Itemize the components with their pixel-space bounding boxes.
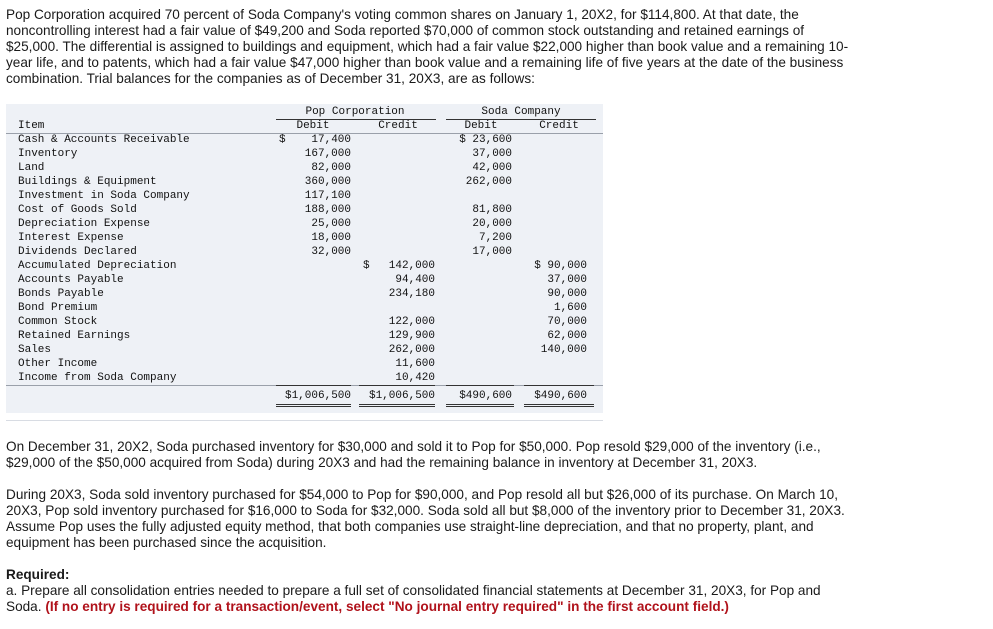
required-instruction: (If no entry is required for a transaction/event, select "No journal entry required" in the first account field.) bbox=[45, 599, 729, 614]
row-soda-debit: 262,000 bbox=[465, 176, 512, 188]
row-soda-credit: 140,000 bbox=[540, 344, 587, 356]
row-item: Common Stock bbox=[18, 316, 98, 328]
row-pop-debit: 360,000 bbox=[304, 176, 351, 188]
row-pop-credit: 129,900 bbox=[388, 330, 435, 342]
soda-credit-header: Credit bbox=[539, 120, 579, 132]
row-soda-credit: 70,000 bbox=[547, 316, 587, 328]
row-soda-credit: 90,000 bbox=[547, 288, 587, 300]
row-pop-credit: 94,400 bbox=[395, 274, 435, 286]
trial-balance-table bbox=[6, 104, 603, 413]
pop-debit-total: $1,006,500 bbox=[284, 390, 351, 402]
row-item: Income from Soda Company bbox=[18, 372, 177, 384]
row-soda-debit: 42,000 bbox=[472, 162, 512, 174]
row-item: Investment in Soda Company bbox=[18, 190, 190, 202]
row-pop-credit: 122,000 bbox=[388, 316, 435, 328]
row-pop-debit: 188,000 bbox=[304, 204, 351, 216]
row-soda-debit: 7,200 bbox=[478, 232, 512, 244]
intercompany-inventory-20x3-paragraph: During 20X3, Soda sold inventory purchased for $54,000 to Pop for $90,000, and Pop resold all but $26,000 of its purchase. On March 10, 20X3, Pop sold inventory purchased for $16,000 to Soda for $32,000. Soda sold all but $8,000 of the inventory prior to December 31, 20X3. Assume Pop uses the fully adjusted equity method, that both companies use straight-line depreciation, and that no property, plant, and equipment has been purchased since the acquisition. bbox=[6, 487, 845, 550]
row-soda-debit: 37,000 bbox=[472, 148, 512, 160]
row-pop-debit: 167,000 bbox=[304, 148, 351, 160]
pop-header: Pop Corporation bbox=[305, 106, 405, 118]
row-soda-credit: 37,000 bbox=[547, 274, 587, 286]
row-item: Retained Earnings bbox=[18, 330, 131, 342]
row-item: Land bbox=[18, 162, 45, 174]
row-soda-credit: 1,600 bbox=[553, 302, 587, 314]
row-pop-credit: 10,420 bbox=[395, 372, 435, 384]
pop-credit-header: Credit bbox=[378, 120, 418, 132]
row-soda-credit: 62,000 bbox=[547, 330, 587, 342]
row-pop-credit: 142,000 bbox=[388, 260, 435, 272]
row-item: Cost of Goods Sold bbox=[18, 204, 137, 216]
row-pop-credit: 234,180 bbox=[388, 288, 435, 300]
intercompany-inventory-20x2-paragraph: On December 31, 20X2, Soda purchased inventory for $30,000 and sold it to Pop for $50,000. Pop resold $29,000 of the inventory (i.e., $29,000 of the $50,000 acquired from Soda) during 20X3 and had the remaining balance in inventory at December 31, 20X3. bbox=[6, 439, 821, 470]
row-pop-debit: 18,000 bbox=[311, 232, 351, 244]
row-soda-debit: 81,800 bbox=[472, 204, 512, 216]
soda-debit-header: Debit bbox=[464, 120, 498, 132]
row-pop-credit: 11,600 bbox=[395, 358, 435, 370]
soda-header: Soda Company bbox=[481, 106, 561, 118]
intro-paragraph: Pop Corporation acquired 70 percent of Soda Company's voting common shares on January 1, 20X2, for $114,800. At that date, the noncontrolling interest had a fair value of $49,200 and Soda reported $70,000 of common stock outstanding and retained earnings of $25,000. The differential is assigned to buildings and equipment, which had a fair value $22,000 higher than book value and a remaining 10-year life, and to patents, which had a fair value $47,000 higher than book value and a remaining life of five years at the date of the business combination. Trial balances for the companies as of December 31, 20X3, are as follows: bbox=[6, 7, 849, 86]
row-pop-credit: 262,000 bbox=[388, 344, 435, 356]
item-column-header: Item bbox=[18, 120, 45, 132]
table-bottom-strip bbox=[6, 413, 603, 421]
row-item: Depreciation Expense bbox=[18, 218, 151, 230]
row-pop-debit: 32,000 bbox=[311, 246, 351, 258]
row-item: Accumulated Depreciation bbox=[18, 260, 177, 272]
row-item: Bond Premium bbox=[18, 302, 98, 314]
row-item: Cash & Accounts Receivable bbox=[18, 134, 190, 146]
row-pop-debit: 17,400 bbox=[311, 134, 351, 146]
row-item: Other Income bbox=[18, 358, 98, 370]
row-soda-debit: 20,000 bbox=[472, 218, 512, 230]
required-text: a. Prepare all consolidation entries needed to prepare a full set of consolidated financial statements at December 31, 20X3, for Pop and Soda. bbox=[6, 583, 821, 614]
row-soda-credit: $ 90,000 bbox=[534, 260, 587, 272]
row-item: Sales bbox=[18, 344, 52, 356]
pop-credit-total: $1,006,500 bbox=[368, 390, 435, 402]
row-item: Interest Expense bbox=[18, 232, 124, 244]
row-item: Bonds Payable bbox=[18, 288, 104, 300]
row-soda-debit: $ 23,600 bbox=[459, 134, 512, 146]
row-item: Buildings & Equipment bbox=[18, 176, 157, 188]
row-item: Inventory bbox=[18, 148, 78, 160]
row-item: Accounts Payable bbox=[18, 274, 124, 286]
row-item: Dividends Declared bbox=[18, 246, 137, 258]
soda-credit-total: $490,600 bbox=[534, 390, 587, 402]
row-soda-debit: 17,000 bbox=[472, 246, 512, 258]
pop-debit-header: Debit bbox=[296, 120, 330, 132]
row-pop-debit: 25,000 bbox=[311, 218, 351, 230]
soda-debit-total: $490,600 bbox=[459, 390, 512, 402]
pop-credit-dollar-sign: $ bbox=[363, 260, 370, 272]
pop-debit-dollar-sign: $ bbox=[279, 134, 286, 146]
row-pop-debit: 82,000 bbox=[311, 162, 351, 174]
row-pop-debit: 117,100 bbox=[304, 190, 351, 202]
required-section bbox=[6, 567, 856, 615]
required-label: Required: bbox=[6, 567, 70, 582]
